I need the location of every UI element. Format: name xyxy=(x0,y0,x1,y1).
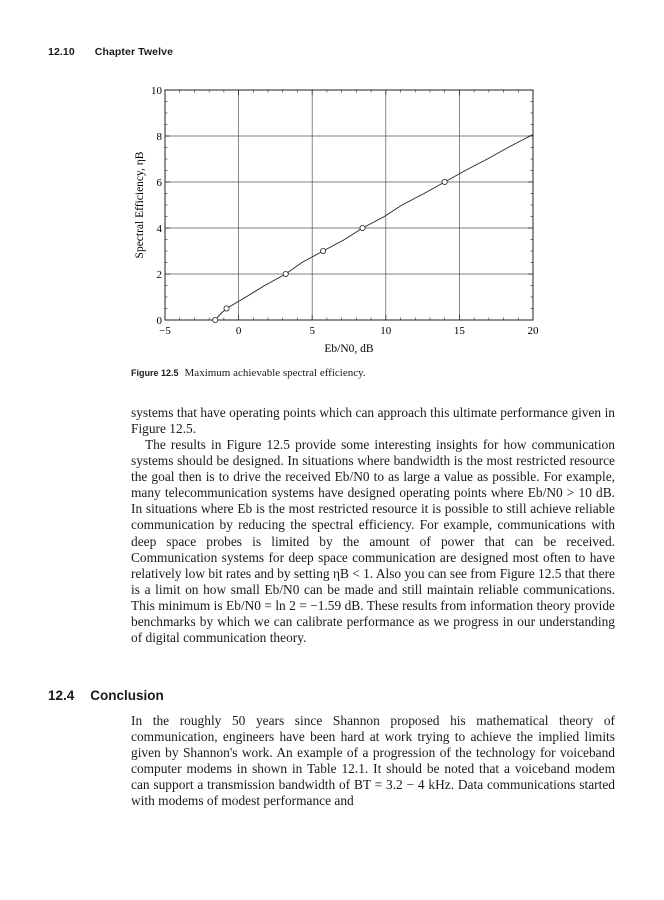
figure-caption-text: Maximum achievable spectral efficiency. xyxy=(184,367,366,379)
axis-ticks xyxy=(165,90,533,320)
section-heading xyxy=(48,688,164,703)
x-tick-label: 10 xyxy=(380,325,392,337)
paragraph-1: systems that have operating points which can approach this ultimate performance given in Figure 12.5. xyxy=(131,405,615,437)
data-point xyxy=(442,179,447,184)
y-tick-label: 8 xyxy=(156,131,162,143)
section-number: 12.4 xyxy=(48,688,75,703)
y-tick-label: 0 xyxy=(156,315,162,327)
capacity-curve xyxy=(215,90,617,320)
plot-frame xyxy=(165,90,533,320)
x-tick-label: −5 xyxy=(159,325,171,337)
curve-markers xyxy=(213,179,448,322)
y-tick-label: 2 xyxy=(156,269,162,281)
data-point xyxy=(213,317,218,322)
x-tick-label: 15 xyxy=(453,325,465,337)
grid-lines xyxy=(165,90,533,320)
data-point xyxy=(283,271,288,276)
y-axis-label: Spectral Efficiency, ηB xyxy=(134,151,146,259)
y-tick-label: 6 xyxy=(156,177,162,189)
spectral-efficiency-chart xyxy=(0,0,664,370)
x-axis-label: Eb/N0, dB xyxy=(324,343,374,355)
paragraph-3: In the roughly 50 years since Shannon proposed his mathematical theory of communication, engineers have been hard at work trying to achieve the implied limits given by Shannon's work. An example of a progression of the technology for voiceband computer modems in shown in Table 12.1. It should be noted that a voiceband modem can support a transmission bandwidth of BT = 3.2 − 4 kHz. Data communications started with modems of modest performance and xyxy=(131,713,615,809)
x-tick-label: 5 xyxy=(309,325,315,337)
page-number: 12.10 xyxy=(48,46,75,58)
y-tick-label: 10 xyxy=(151,85,162,97)
data-point xyxy=(320,248,325,253)
chapter-title: Chapter Twelve xyxy=(94,46,174,58)
paragraph-2: The results in Figure 12.5 provide some interesting insights for how communication systems should be designed. In situations where bandwidth is the most restricted resource the goal then is to drive the received Eb/N0 to as large a value as possible. For example, many telecommunication systems have designed operating points where Eb/N0 > 10 dB. In situations where Eb is the most restricted resource it is possible to still achieve reliable communication by reducing the spectral efficiency. For example, communications with deep space probes is limited by the amount of power that can be received. Communication systems for deep space communication are designed most often to have relatively low bit rates and by setting ηB < 1. Also you can see from Figure 12.5 that there is a limit on how small Eb/N0 can be made and still maintain reliable communications. This minimum is Eb/N0 = ln 2 = −1.59 dB. These results from information theory provide benchmarks by which we can calibrate performance as we progress in our understanding of digital communication theory. xyxy=(131,437,615,646)
section-title: Conclusion xyxy=(90,688,164,703)
data-point xyxy=(360,225,365,230)
x-tick-label: 0 xyxy=(235,325,242,337)
x-tick-label: 20 xyxy=(527,325,539,337)
y-tick-label: 4 xyxy=(156,223,162,235)
figure-caption xyxy=(131,367,366,379)
data-point xyxy=(224,306,229,311)
tick-labels xyxy=(151,85,539,337)
figure-label: Figure 12.5 xyxy=(131,368,179,378)
